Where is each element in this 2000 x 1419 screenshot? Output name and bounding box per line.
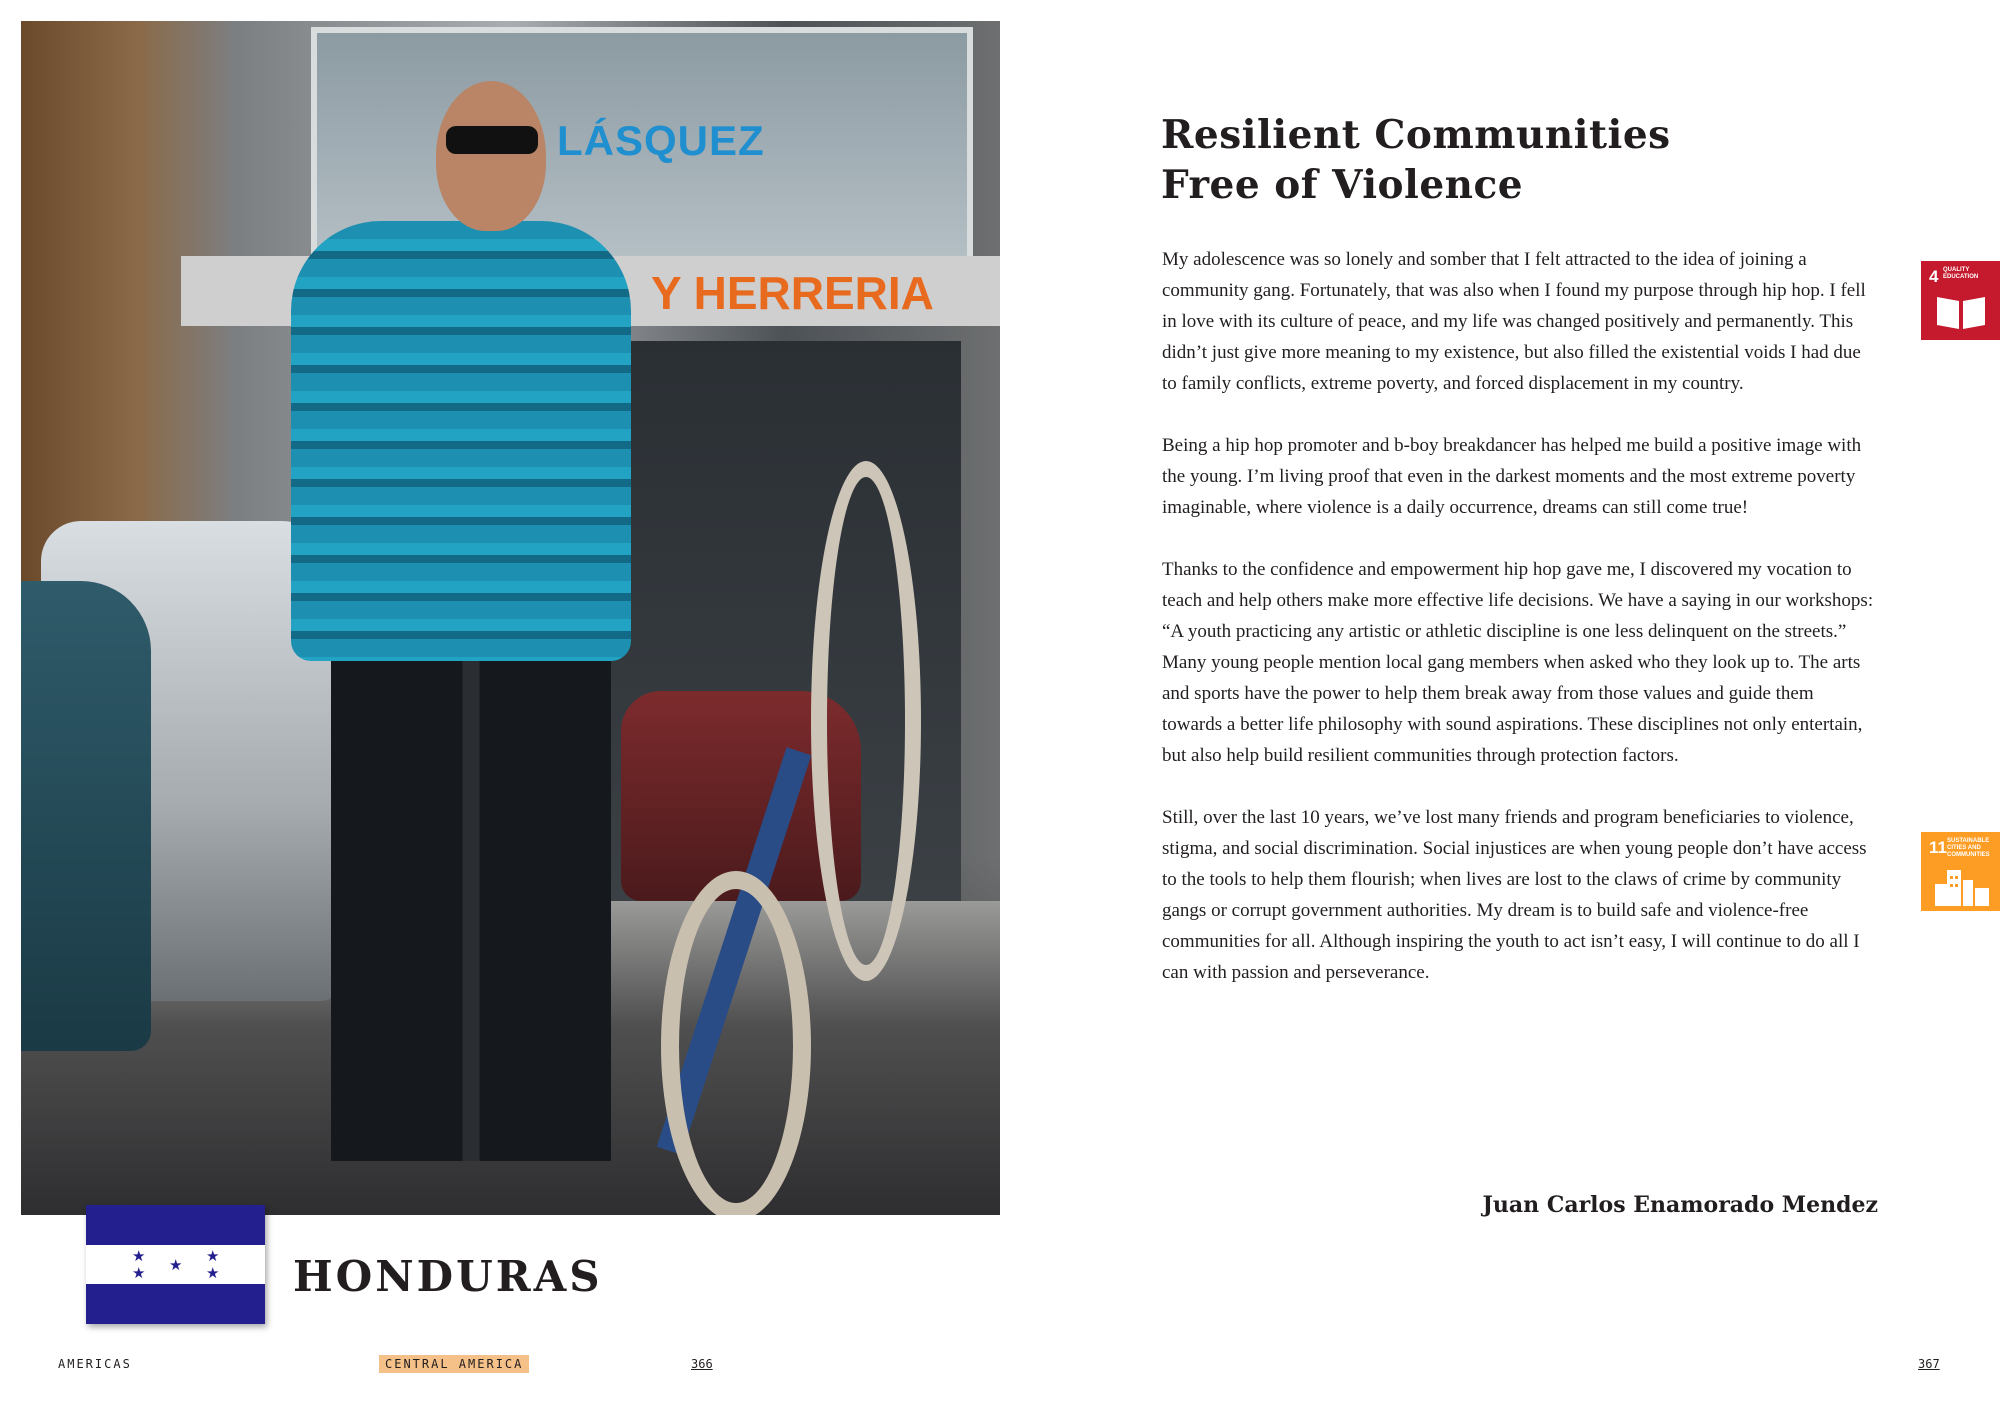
book-icon <box>1933 291 1989 333</box>
teal-car <box>21 581 151 1051</box>
paragraph: Being a hip hop promoter and b-boy breakdancer has helped me build a positive image with the young. I’m living proof that even in the darkest moments and the most extreme poverty imaginable, where violence is a daily occurrence, dreams can still come true! <box>1162 435 1862 518</box>
sdg-number: 4 <box>1929 267 1939 286</box>
sdg-4-badge <box>1921 261 2000 340</box>
author-name: Juan Carlos Enamorado Mendez <box>1482 1192 1878 1218</box>
paragraph: Still, over the last 10 years, we’ve lost many friends and program beneficiaries to violence, stigma, and social discrimination. Social injustices are when young people don’t have access to the tools to help them flourish; when lives are lost to the claws of crime by community gangs or corrupt government authorities. My dream is to build safe and violence-free communities for all. Although inspiring the youth to act isn’t easy, I will continue to do all I can with passion and perseverance. <box>1162 807 1867 983</box>
flag-star-icon: ★ <box>206 1264 220 1282</box>
page-number-left: 366 <box>691 1357 713 1371</box>
country-name: HONDURAS <box>293 1252 603 1301</box>
person-shirt <box>291 221 631 661</box>
city-icon <box>1933 862 1991 906</box>
person-head <box>436 81 546 231</box>
honduras-flag <box>86 1205 265 1324</box>
page-number-right: 367 <box>1918 1357 1940 1371</box>
sdg-number: 11 <box>1929 838 1947 857</box>
sunglasses <box>446 126 538 154</box>
flag-bottom-band <box>86 1284 265 1324</box>
sdg-label: QUALITY EDUCATION <box>1943 267 1979 280</box>
person-legs <box>331 651 611 1161</box>
flag-star-icon: ★ <box>206 1247 220 1265</box>
portrait-photo <box>21 21 1000 1215</box>
flag-star-icon: ★ <box>169 1256 183 1274</box>
shop-sign-text: LÁSQUEZ <box>557 117 765 164</box>
flag-star-icon: ★ <box>132 1247 146 1265</box>
sdg-11-badge <box>1921 832 2000 911</box>
awning-text: Y HERRERIA <box>651 267 934 319</box>
title-line-2: Free of Violence <box>1161 162 1524 208</box>
flag-star-icon: ★ <box>132 1264 146 1282</box>
bike-front-wheel <box>811 461 921 981</box>
flag-top-band <box>86 1205 265 1245</box>
article-body <box>1162 244 1878 1019</box>
bike-rear-wheel <box>661 871 811 1215</box>
sdg-label: SUSTAINABLE CITIES AND COMMUNITIES <box>1947 838 1990 858</box>
title-line-1: Resilient Communities <box>1161 112 1671 158</box>
footer-region-badge: CENTRAL AMERICA <box>379 1355 529 1373</box>
paragraph: My adolescence was so lonely and somber that I felt attracted to the idea of joining a community gang. Fortunately, that was also when I found my purpose through hip hop. I fell in love with its culture of peace, and my life was changed positively and permanently. This didn’t just give more meaning to my existence, but also filled the existential voids I had due to family conflicts, extreme poverty, and forced displacement in my country. <box>1162 249 1866 394</box>
article-title <box>1161 110 1721 210</box>
paragraph: Thanks to the confidence and empowerment hip hop gave me, I discovered my vocation to teach and help others make more effective life decisions. We have a saying in our workshops: “A youth practicing any artistic or athletic discipline is one less delinquent on the streets.” Many young people mention local gang members when asked who they look up to. The arts and sports have the power to help them break away from those values and guide them towards a better life philosophy with sound aspirations. These disciplines not only entertain, but also help build resilient communities through protection factors. <box>1162 559 1874 766</box>
footer-section: AMERICAS <box>58 1357 132 1371</box>
